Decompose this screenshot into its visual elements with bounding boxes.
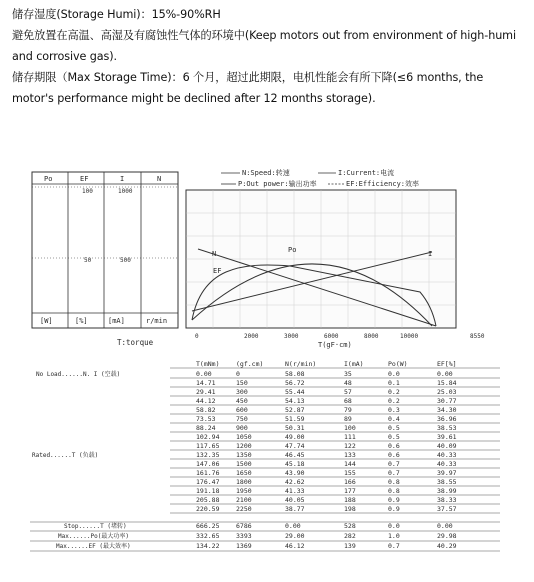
table-cell: 73.53 [196,415,216,423]
storage-humidity-text: 储存湿度(Storage Humi)：15%-90%RH [12,8,221,21]
curve-label-po: Po [288,246,297,254]
table-cell: 2100 [236,496,252,504]
table-row [196,496,457,504]
table-cell: 122 [344,442,356,450]
table-cell: 40.33 [437,460,457,468]
table-cell: 176.47 [196,478,220,486]
row-label-maxpo: Max......Po(最大功率) [58,533,129,540]
table-row [196,370,453,378]
table-row [196,487,457,495]
table-cell: 29.98 [437,532,457,540]
table-row [196,478,457,486]
table-cell: 111 [344,433,356,441]
table-cell: 198 [344,505,356,513]
table-row [196,442,457,450]
table-cell: 35 [344,370,352,378]
table-row [196,379,457,387]
x-tick: 3000 [284,333,299,340]
table-cell: 300 [236,388,248,396]
table-cell: 49.00 [285,433,305,441]
table-cell: 0.7 [388,460,400,468]
row-label-stop: Stop......T (堵转) [64,523,127,530]
table-cell: 29.41 [196,388,216,396]
table-cell: 54.13 [285,397,305,405]
storage-period-text: 储存期限（Max Storage Time)：6 个月，超过此期限，电机性能会有所下降(≤6 months, the motor's performance might be declined after 12 months storage). [12,71,484,105]
legend-efficiency: EF:Efficiency:效率 [346,180,420,188]
table-cell: 166 [344,478,356,486]
table-cell: 39.61 [437,433,457,441]
table-row [196,542,457,550]
x-tick: 8000 [364,333,379,340]
table-cell: 14.71 [196,379,216,387]
table-cell: 0.4 [388,415,400,423]
row-label-rated: Rated......T (负载) [32,452,99,459]
table-cell: 0.2 [388,388,400,396]
table-cell: 1950 [236,487,252,495]
table-cell: 161.76 [196,469,220,477]
table-cell: 188 [344,496,356,504]
table-cell: 155 [344,469,356,477]
table-cell: 58.08 [285,370,305,378]
scale-top-ef: 100 [82,188,93,195]
table-row [196,406,457,414]
x-tick: 10000 [400,333,419,340]
table-cell: 1.0 [388,532,400,540]
scale-headers [44,175,161,183]
curve-label-i: I [428,250,433,258]
table-cell: 56.72 [285,379,305,387]
table-cell: 0.3 [388,406,400,414]
table-row [196,424,457,432]
table-row [196,469,457,477]
table-cell: 40.05 [285,496,305,504]
table-cell: 51.59 [285,415,305,423]
scale-header-n: N [157,175,162,183]
table-cell: 41.33 [285,487,305,495]
table-cell: 79 [344,406,352,414]
scale-panel [32,172,178,328]
scale-top-i: 1000 [118,188,133,195]
table-cell: 37.57 [437,505,457,513]
table-cell: 48 [344,379,352,387]
table-cell: 177 [344,487,356,495]
table-cell: 1350 [236,451,252,459]
table-cell: 34.30 [437,406,457,414]
table-header-cell: EF[%] [437,360,457,368]
table-cell: 46.12 [285,542,305,550]
table-cell: 52.87 [285,406,305,414]
table-cell: 2250 [236,505,252,513]
x-tick: 2000 [244,333,259,340]
table-cell: 205.88 [196,496,220,504]
scale-header-i: I [120,175,125,183]
table-cell: 0.00 [196,370,212,378]
table-cell: 38.53 [437,424,457,432]
table-cell: 1500 [236,460,252,468]
table-cell: 191.18 [196,487,220,495]
table-cell: 57 [344,388,352,396]
table-cell: 38.55 [437,478,457,486]
x-axis-unit: T(gF·cm) [318,341,352,349]
table-cell: 46.45 [285,451,305,459]
table-cell: 0.0 [388,370,400,378]
plot-area [186,190,456,328]
table-cell: 332.65 [196,532,220,540]
table-cell: 40.33 [437,451,457,459]
table-cell: 147.06 [196,460,220,468]
table-cell: 0.1 [388,379,400,387]
curve-label-n: N [212,250,217,258]
table-row [196,532,457,540]
table-cell: 30.77 [437,397,457,405]
table-cell: 100 [344,424,356,432]
table-cell: 133 [344,451,356,459]
table-row [196,397,457,405]
chart-legend [221,168,419,188]
table-header-cell: (gf.cm) [236,360,264,368]
legend-current: I:Current:电流 [338,169,395,177]
x-tick: 8550 [470,333,485,340]
scale-unit-pct: [%] [75,317,88,325]
table-cell: 0.8 [388,487,400,495]
table-cell: 282 [344,532,356,540]
scale-unit-rmin: r/min [146,317,168,325]
table-cell: 0.00 [437,370,453,378]
table-cell: 0.0 [388,522,400,530]
table-cell: 900 [236,424,248,432]
table-cell: 88.24 [196,424,216,432]
x-tick: 6000 [324,333,339,340]
table-cell: 45.18 [285,460,305,468]
table-cell: 0.8 [388,478,400,486]
table-cell: 750 [236,415,248,423]
table-cell: 0 [236,370,240,378]
table-cell: 132.35 [196,451,220,459]
storage-environment-text: 避免放置在高温、高湿及有腐蚀性气体的环境中(Keep motors out from environment of high-humi and corrosive gas). [12,29,516,63]
table-cell: 3393 [236,532,252,540]
scale-mid-ef: 50 [84,257,92,264]
table-cell: 0.00 [437,522,453,530]
table-cell: 0.5 [388,433,400,441]
legend-output: P:Out power:输出功率 [238,180,317,188]
table-row [196,451,457,459]
table-cell: 0.9 [388,496,400,504]
table-cell: 36.96 [437,415,457,423]
x-tick: 0 [195,333,199,340]
x-axis-ticks [195,333,485,340]
table-cell: 117.65 [196,442,220,450]
table-cell: 139 [344,542,356,550]
curve-label-ef: EF [213,267,222,275]
table-cell: 38.99 [437,487,457,495]
table-cell: 43.90 [285,469,305,477]
scale-unit-ma: [mA] [108,317,125,325]
table-header-cell: Po(W) [388,360,408,368]
scale-mid-i: 500 [120,257,131,264]
table-row [196,460,457,468]
table-cell: 47.74 [285,442,305,450]
table-row [196,388,457,396]
torque-label: T:torque [117,338,154,347]
scale-header-po: Po [44,175,53,183]
table-cell: 144 [344,460,356,468]
table-cell: 0.7 [388,542,400,550]
table-cell: 38.33 [437,496,457,504]
table-cell: 40.09 [437,442,457,450]
table-cell: 1200 [236,442,252,450]
table-cell: 0.5 [388,424,400,432]
table-cell: 25.03 [437,388,457,396]
table-cell: 134.22 [196,542,220,550]
table-cell: 528 [344,522,356,530]
table-cell: 44.12 [196,397,216,405]
table-cell: 1650 [236,469,252,477]
table-header-cell: I(mA) [344,360,364,368]
table-cell: 55.44 [285,388,305,396]
table-cell: 89 [344,415,352,423]
table-cell: 42.62 [285,478,305,486]
scale-header-ef: EF [80,175,89,183]
table-cell: 38.77 [285,505,305,513]
table-cell: 40.29 [437,542,457,550]
table-cell: 0.00 [285,522,301,530]
table-row [196,433,457,441]
legend-speed: N:Speed:转速 [242,169,290,177]
table-header-cell: T(mNm) [196,360,220,368]
table-cell: 666.25 [196,522,220,530]
table-row [196,522,453,530]
scale-values [82,188,133,264]
table-cell: 220.59 [196,505,220,513]
table-cell: 1800 [236,478,252,486]
table-cell: 0.6 [388,442,400,450]
table-header-row [196,360,457,368]
table-cell: 68 [344,397,352,405]
table-cell: 0.9 [388,505,400,513]
table-cell: 29.00 [285,532,305,540]
row-label-noload: No Load......N. I (空载) [36,371,121,378]
table-cell: 58.82 [196,406,216,414]
row-label-maxef: Max......EF (最大效率) [56,543,131,550]
table-cell: 50.31 [285,424,305,432]
table-cell: 450 [236,397,248,405]
data-table [30,360,500,551]
table-cell: 0.2 [388,397,400,405]
table-row [196,415,457,423]
table-row [196,505,457,513]
scale-units [40,317,167,325]
scale-unit-w: [W] [40,317,53,325]
table-cell: 102.94 [196,433,220,441]
table-cell: 39.97 [437,469,457,477]
table-cell: 0.7 [388,469,400,477]
table-cell: 150 [236,379,248,387]
table-cell: 600 [236,406,248,414]
table-cell: 1369 [236,542,252,550]
table-cell: 6786 [236,522,252,530]
table-cell: 0.6 [388,451,400,459]
table-header-cell: N(r/min) [285,360,317,368]
table-cell: 15.84 [437,379,457,387]
table-cell: 1050 [236,433,252,441]
